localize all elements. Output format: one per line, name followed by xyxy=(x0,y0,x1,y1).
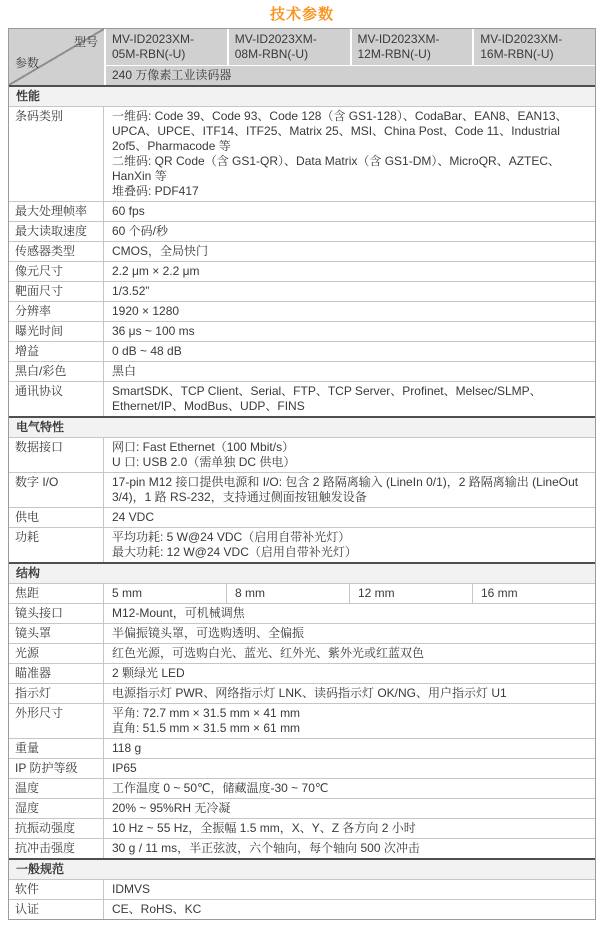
spec-row xyxy=(9,437,595,472)
spec-row xyxy=(9,899,595,919)
spec-value-line: 36 μs ~ 100 ms xyxy=(112,324,195,338)
spec-value-line: 堆叠码: PDF417 xyxy=(112,184,199,198)
product-subtitle: 240 万像素工业读码器 xyxy=(106,66,595,85)
spec-value-line: M12-Mount，可机械调焦 xyxy=(112,606,245,620)
spec-value xyxy=(104,473,595,507)
model-name: MV-ID2023XM-16M-RBN(-U) xyxy=(474,29,595,65)
page-title: 技术参数 xyxy=(269,6,334,23)
spec-value xyxy=(104,528,595,562)
spec-value-line: 10 Hz ~ 55 Hz，全振幅 1.5 mm，X、Y、Z 各方向 2 小时 xyxy=(112,821,416,835)
section-header: 一般规范 xyxy=(9,858,595,879)
spec-row xyxy=(9,507,595,527)
spec-row xyxy=(9,758,595,778)
spec-label: 认证 xyxy=(9,900,104,919)
spec-row xyxy=(9,818,595,838)
spec-label: 靶面尺寸 xyxy=(9,282,104,301)
spec-value xyxy=(104,107,595,201)
spec-value xyxy=(104,604,595,623)
spec-value-line: U 口: USB 2.0（需单独 DC 供电） xyxy=(112,455,296,469)
spec-value-line: 半偏振镜头罩，可选购透明、全偏振 xyxy=(112,626,305,640)
spec-value-line: 20% ~ 95%RH 无冷凝 xyxy=(112,801,231,815)
spec-row xyxy=(9,738,595,758)
spec-label: 数据接口 xyxy=(9,438,104,472)
spec-value-line: 2.2 μm × 2.2 μm xyxy=(112,264,200,278)
spec-value xyxy=(104,302,595,321)
spec-row xyxy=(9,838,595,858)
spec-value-columns xyxy=(104,584,595,603)
spec-value-line: 118 g xyxy=(112,741,142,755)
corner-param-label: 参数 xyxy=(15,56,40,70)
spec-value-line: CE、RoHS、KC xyxy=(112,902,202,916)
spec-value-line: 红色光源，可选购白光、蓝光、红外光、紫外光或红蓝双色 xyxy=(112,646,425,660)
spec-row xyxy=(9,623,595,643)
spec-value-line: 24 VDC xyxy=(112,510,155,524)
spec-value xyxy=(104,684,595,703)
spec-value-line: 直角: 51.5 mm × 31.5 mm × 61 mm xyxy=(112,721,301,735)
spec-value-line: IDMVS xyxy=(112,882,151,896)
section-header: 性能 xyxy=(9,85,595,106)
spec-label: 传感器类型 xyxy=(9,242,104,261)
spec-value-line: 一维码: Code 39、Code 93、Code 128（含 GS1-128）、CodaBar、EAN8、EAN13、UPCA、UPCE、ITF14、ITF25、Matrix 25、MSI、China Post、Code 11、Industrial 2of5、Pharmacode 等 xyxy=(112,109,568,153)
spec-label: 像元尺寸 xyxy=(9,262,104,281)
spec-value-line: 二维码: QR Code（含 GS1-QR）、Data Matrix（含 GS1-DM）、MicroQR、AZTEC、HanXin 等 xyxy=(112,154,561,183)
spec-label: 指示灯 xyxy=(9,684,104,703)
spec-value-line: 电源指示灯 PWR、网络指示灯 LNK、读码指示灯 OK/NG、用户指示灯 U1 xyxy=(112,686,507,700)
spec-value xyxy=(104,342,595,361)
spec-value-line: 工作温度 0 ~ 50℃，储藏温度-30 ~ 70℃ xyxy=(112,781,329,795)
spec-value: 8 mm xyxy=(227,584,350,603)
spec-value xyxy=(104,382,595,416)
spec-label: 镜头接口 xyxy=(9,604,104,623)
spec-row xyxy=(9,241,595,261)
spec-value xyxy=(104,759,595,778)
spec-value xyxy=(104,739,595,758)
spec-label: 光源 xyxy=(9,644,104,663)
spec-value-line: 黑白 xyxy=(112,364,137,378)
spec-label: 瞄准器 xyxy=(9,664,104,683)
spec-row xyxy=(9,703,595,738)
spec-label: 增益 xyxy=(9,342,104,361)
spec-value-line: 网口: Fast Ethernet（100 Mbit/s） xyxy=(112,440,295,454)
spec-value: 12 mm xyxy=(350,584,473,603)
spec-row xyxy=(9,527,595,562)
model-name: MV-ID2023XM-12M-RBN(-U) xyxy=(352,29,473,65)
spec-value xyxy=(104,202,595,221)
model-name: MV-ID2023XM-05M-RBN(-U) xyxy=(106,29,227,65)
model-name: MV-ID2023XM-08M-RBN(-U) xyxy=(229,29,350,65)
spec-label: 湿度 xyxy=(9,799,104,818)
spec-row xyxy=(9,879,595,899)
spec-label: 最大读取速度 xyxy=(9,222,104,241)
spec-label: 镜头罩 xyxy=(9,624,104,643)
spec-value-line: 60 个码/秒 xyxy=(112,224,169,238)
spec-table-body xyxy=(9,85,595,919)
spec-value xyxy=(104,880,595,899)
spec-value-line: 2 颗绿光 LED xyxy=(112,666,185,680)
spec-row xyxy=(9,643,595,663)
spec-label: 分辨率 xyxy=(9,302,104,321)
spec-label: 黑白/彩色 xyxy=(9,362,104,381)
spec-row xyxy=(9,381,595,416)
spec-value: 5 mm xyxy=(104,584,227,603)
spec-row xyxy=(9,683,595,703)
spec-value xyxy=(104,624,595,643)
spec-row xyxy=(9,472,595,507)
spec-value-line: CMOS，全局快门 xyxy=(112,244,209,258)
spec-label: 最大处理帧率 xyxy=(9,202,104,221)
spec-value-line: 最大功耗: 12 W@24 VDC（启用自带补光灯） xyxy=(112,545,357,559)
spec-value-line: 17-pin M12 接口提供电源和 I/O: 包含 2 路隔离输入 (LineIn 0/1)，2 路隔离输出 (LineOut 3/4)，1 路 RS-232，支持通过侧面按钮触发设备 xyxy=(112,475,579,504)
spec-row xyxy=(9,778,595,798)
spec-value xyxy=(104,664,595,683)
spec-value-line: SmartSDK、TCP Client、Serial、FTP、TCP Server、Profinet、Melsec/SLMP、Ethernet/IP、ModBus、UDP、FINS xyxy=(112,384,542,413)
spec-value xyxy=(104,644,595,663)
spec-value xyxy=(104,900,595,919)
spec-value xyxy=(104,222,595,241)
spec-value xyxy=(104,839,595,858)
spec-row xyxy=(9,663,595,683)
spec-label: 软件 xyxy=(9,880,104,899)
spec-row xyxy=(9,301,595,321)
spec-label: 通讯协议 xyxy=(9,382,104,416)
spec-label: 温度 xyxy=(9,779,104,798)
spec-label: 条码类别 xyxy=(9,107,104,201)
spec-row xyxy=(9,221,595,241)
spec-row xyxy=(9,281,595,301)
spec-row xyxy=(9,261,595,281)
spec-label: 抗冲击强度 xyxy=(9,839,104,858)
spec-label: 数字 I/O xyxy=(9,473,104,507)
section-header: 结构 xyxy=(9,562,595,583)
spec-label: 外形尺寸 xyxy=(9,704,104,738)
spec-row xyxy=(9,321,595,341)
spec-value xyxy=(104,779,595,798)
header-right xyxy=(106,29,595,85)
spec-value-line: 30 g / 11 ms，半正弦波，六个轴向，每个轴向 500 次冲击 xyxy=(112,841,420,855)
spec-value-line: 60 fps xyxy=(112,204,145,218)
spec-table xyxy=(8,28,596,920)
spec-value xyxy=(104,262,595,281)
table-header xyxy=(9,29,595,85)
spec-value-line: 1/3.52” xyxy=(112,284,150,298)
spec-value xyxy=(104,819,595,838)
spec-value xyxy=(104,322,595,341)
spec-value xyxy=(104,799,595,818)
spec-value xyxy=(104,242,595,261)
spec-value xyxy=(104,438,595,472)
spec-value xyxy=(104,508,595,527)
spec-value-line: 0 dB ~ 48 dB xyxy=(112,344,182,358)
spec-row xyxy=(9,106,595,201)
spec-row xyxy=(9,341,595,361)
spec-label: 供电 xyxy=(9,508,104,527)
spec-value-line: 平角: 72.7 mm × 31.5 mm × 41 mm xyxy=(112,706,301,720)
spec-label: 重量 xyxy=(9,739,104,758)
spec-label: 抗振动强度 xyxy=(9,819,104,838)
spec-row xyxy=(9,361,595,381)
section-header: 电气特性 xyxy=(9,416,595,437)
spec-value: 16 mm xyxy=(481,586,518,600)
spec-value xyxy=(104,282,595,301)
spec-row xyxy=(9,583,595,603)
corner-model-label: 型号 xyxy=(73,35,98,49)
spec-label: 曝光时间 xyxy=(9,322,104,341)
spec-value-line: IP65 xyxy=(112,761,137,775)
spec-label: 功耗 xyxy=(9,528,104,562)
spec-label: 焦距 xyxy=(9,584,104,603)
spec-value-line: 平均功耗: 5 W@24 VDC（启用自带补光灯） xyxy=(112,530,351,544)
spec-value-line: 1920 × 1280 xyxy=(112,304,180,318)
spec-row xyxy=(9,798,595,818)
spec-value xyxy=(104,704,595,738)
model-columns xyxy=(106,29,595,65)
spec-row xyxy=(9,603,595,623)
spec-row xyxy=(9,201,595,221)
corner-cell xyxy=(9,29,104,85)
spec-label: IP 防护等级 xyxy=(9,759,104,778)
spec-value xyxy=(104,362,595,381)
